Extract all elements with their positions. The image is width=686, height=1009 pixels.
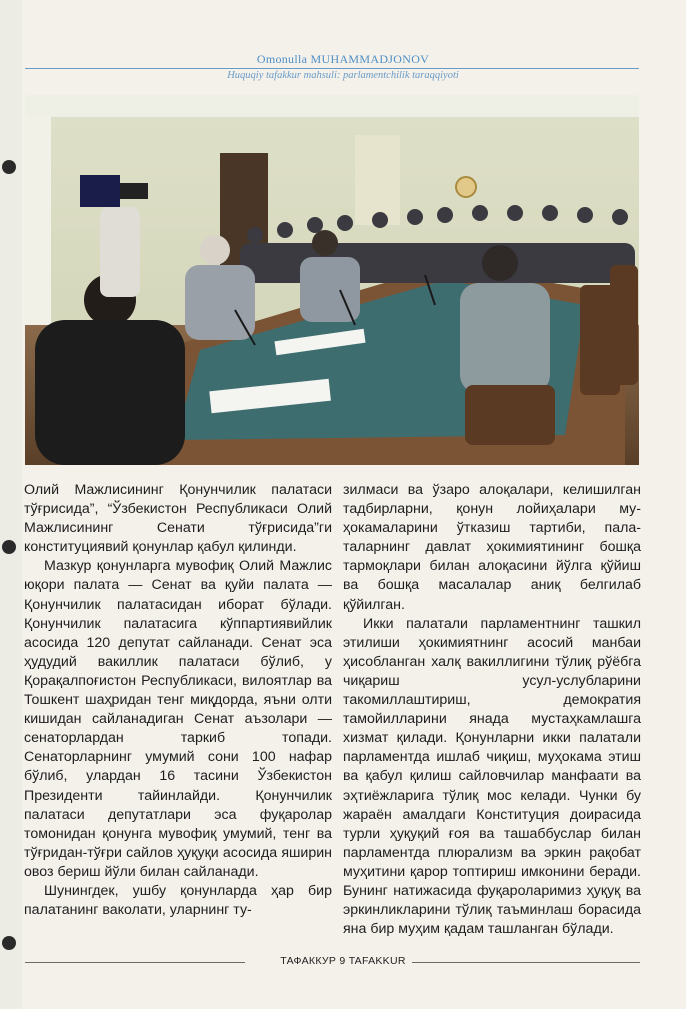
page-edge [0, 0, 22, 1009]
paragraph: Мазкур қонунларга мувофиқ Олий Мажлис юқори палата — Сенат ва қуйи палата — Қонунчилик палатасидан иборат бўлади. Қонунчилик палатасига кўппартиявийлик асосида 120 депутат сайланади. Сенат эса ҳудудий вакиллик палатаси бўлиб, у Қорақалпоғистон Республикаси, вилоятлар ва Тошкент шаҳридан тенг миқдорда, яъни олти кишидан сайланадиган Сенат аъзолари — сенаторлардан таркиб топади. Сенаторларнинг умумий сони 100 нафар бўлиб, улардан 16 тасини Ўзбекистон Президенти тайинлайди. Қонунчилик палатаси депутатлари эса фуқаролар томонидан қонунга мувофиқ умумий, тенг ва тўғридан-тўғри сайлов ҳуқуқи асосида яширин овоз бериш йўли билан сайланади. [24, 558, 332, 880]
paragraph: Икки палатали парламентнинг ташкил этилиши ҳокимиятнинг асосий манбаи ҳисобланган халқ вакиллигини тўлиқ рўёбга чиқариш усул-услубларини такомиллаштириш, демократия тамойилларини янада мустаҳкамлашга хизмат қилади. Қонунларни икки палатали парламентда ишлаб чиқиш, муҳокама этиш ва қабул қилиш сайловчилар манфаати ва эҳтиёжларига тўлиқ мос келади. Чунки бу жараён амалдаги Конституция доирасида турли ҳуқуқий ғоя ва ташаббуслар билан парламентда плюрализм ва эркин рақобат муҳитини қарор топтириш имконини беради. Бунинг натижасида фуқароларимиз ҳуқуқ ва эркинликларини тўлиқ таъминлаш борасида яна бир муҳим қадам ташланган бўлади. [343, 615, 641, 938]
paragraph: Шунингдек, ушбу қонунларда ҳар бир палатанинг ваколати, уларнинг ту- [24, 882, 332, 919]
photo-ceiling [25, 95, 639, 117]
text-column-right [343, 481, 641, 939]
paragraph: Олий Мажлисининг Қонунчилик палатаси тўғрисида”, “Ўзбекистон Республикаси Олий Мажлисининг Сенати тўғрисида”ги конституциявий қонунлар қабул қилинди. [24, 482, 332, 556]
photo-emblem [456, 177, 476, 197]
paragraph: зилмаси ва ўзаро алоқалари, келишилган тадбирларни, қонун лойиҳалари муҳокамаларини ўтказиш тартиби, палаталарнинг давлат ҳокимиятининг бошқа тармоқлари билан алоқасини йўлга қўйиш ва бошқа масалалар аниқ белгилаб қўйилган. [343, 482, 641, 613]
text-column-left [24, 481, 332, 920]
binder-hole [2, 540, 16, 554]
photo-pillar [355, 135, 400, 225]
header-rule [25, 68, 639, 69]
author-name: Omonulla MUHAMMADJONOV [256, 52, 430, 66]
meeting-photo [25, 95, 639, 465]
binder-hole [2, 160, 16, 174]
page-footer [0, 955, 686, 967]
footer-label: ТАФАККУР 9 TAFAKKUR [274, 955, 412, 967]
article-subtitle: Huquqiy tafakkur mahsuli: parlamentchilik taraqqiyoti [227, 70, 459, 81]
running-header [0, 52, 686, 67]
binder-hole [2, 936, 16, 950]
